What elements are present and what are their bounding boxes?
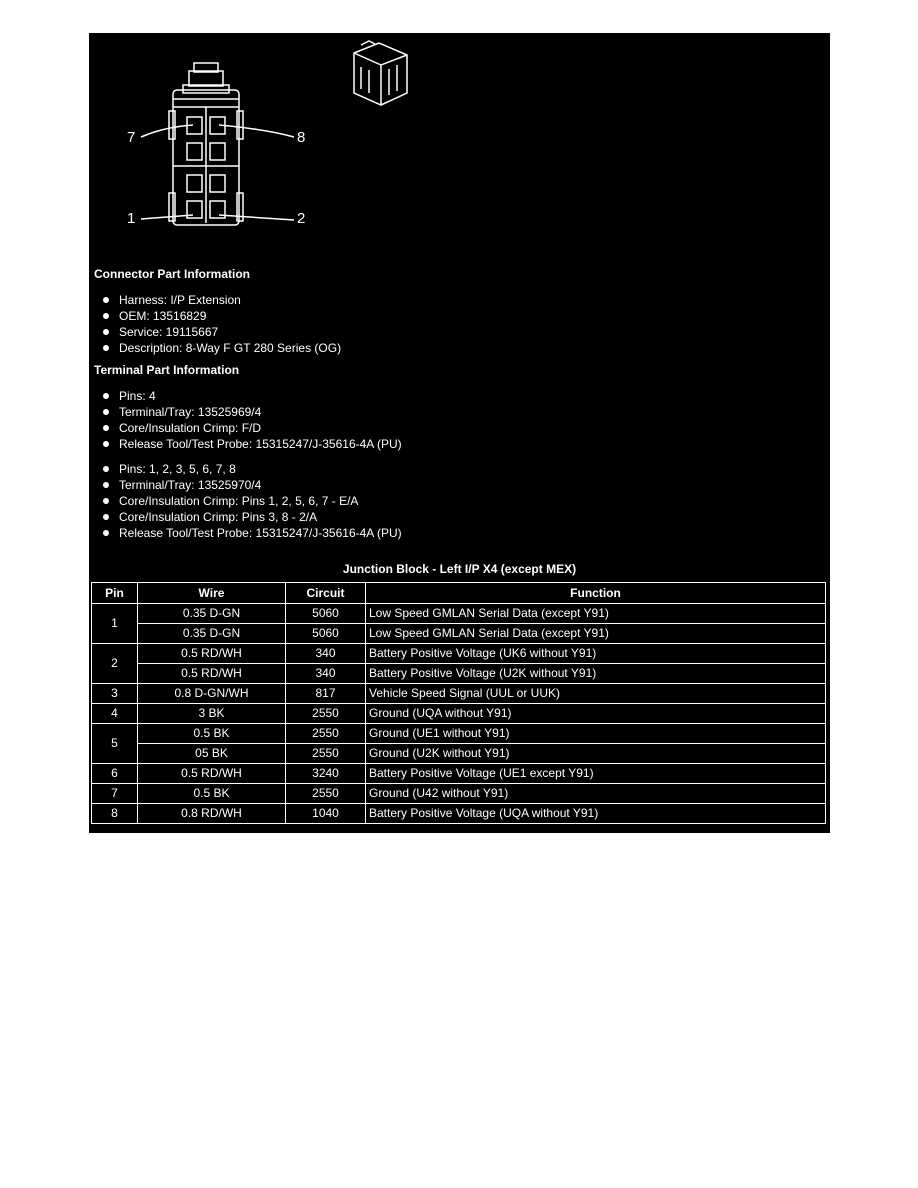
connector-heading: Connector Part Information <box>94 267 251 281</box>
list-item: OEM: 13516829 <box>89 308 341 324</box>
circuit-cell: 5060 <box>286 604 366 624</box>
table-row <box>92 804 826 824</box>
list-item: Core/Insulation Crimp: Pins 3, 8 - 2/A <box>89 509 402 525</box>
circuit-cell: 3240 <box>286 764 366 784</box>
connector-info-list <box>89 292 341 356</box>
list-item: Core/Insulation Crimp: F/D <box>89 420 402 436</box>
function-cell: Ground (U42 without Y91) <box>366 784 826 804</box>
function-cell: Battery Positive Voltage (U2K without Y91) <box>366 664 826 684</box>
function-cell: Vehicle Speed Signal (UUL or UUK) <box>366 684 826 704</box>
document-panel <box>89 33 830 833</box>
circuit-cell: 2550 <box>286 704 366 724</box>
circuit-cell: 1040 <box>286 804 366 824</box>
list-item: Pins: 1, 2, 3, 5, 6, 7, 8 <box>89 461 402 477</box>
pin-cell: 8 <box>92 804 138 824</box>
function-cell: Ground (UQA without Y91) <box>366 704 826 724</box>
function-cell: Battery Positive Voltage (UE1 except Y91) <box>366 764 826 784</box>
table-row <box>92 684 826 704</box>
wire-cell: 05 BK <box>138 744 286 764</box>
pin-cell: 2 <box>92 644 138 684</box>
circuit-cell: 817 <box>286 684 366 704</box>
function-cell: Low Speed GMLAN Serial Data (except Y91) <box>366 604 826 624</box>
list-item: Harness: I/P Extension <box>89 292 341 308</box>
pin-cell: 3 <box>92 684 138 704</box>
pin-label-8: 8 <box>297 129 306 146</box>
circuit-cell: 2550 <box>286 724 366 744</box>
wire-cell: 0.5 RD/WH <box>138 664 286 684</box>
table-row <box>92 664 826 684</box>
list-item: Terminal/Tray: 13525970/4 <box>89 477 402 493</box>
list-item: Core/Insulation Crimp: Pins 1, 2, 5, 6, 7 - E/A <box>89 493 402 509</box>
table-row <box>92 644 826 664</box>
pin-label-7: 7 <box>127 129 136 146</box>
list-item: Service: 19115667 <box>89 324 341 340</box>
wire-cell: 3 BK <box>138 704 286 724</box>
function-cell: Ground (UE1 without Y91) <box>366 724 826 744</box>
function-cell: Battery Positive Voltage (UK6 without Y91) <box>366 644 826 664</box>
header-circuit: Circuit <box>286 583 366 604</box>
list-item: Release Tool/Test Probe: 15315247/J-35616-4A (PU) <box>89 525 402 541</box>
wire-cell: 0.8 D-GN/WH <box>138 684 286 704</box>
connector-diagram <box>89 33 830 288</box>
pin-label-2: 2 <box>297 210 306 227</box>
list-item: Pins: 4 <box>89 388 402 404</box>
table-row <box>92 744 826 764</box>
terminal-heading: Terminal Part Information <box>94 363 240 377</box>
wire-cell: 0.35 D-GN <box>138 604 286 624</box>
connector-face-drawing <box>89 33 830 288</box>
table-row <box>92 604 826 624</box>
wire-cell: 0.5 BK <box>138 724 286 744</box>
wire-cell: 0.5 RD/WH <box>138 644 286 664</box>
circuit-cell: 2550 <box>286 744 366 764</box>
list-item: Terminal/Tray: 13525969/4 <box>89 404 402 420</box>
pin-cell: 1 <box>92 604 138 644</box>
table-row <box>92 784 826 804</box>
pin-label-1: 1 <box>127 210 136 227</box>
function-cell: Battery Positive Voltage (UQA without Y91) <box>366 804 826 824</box>
header-pin: Pin <box>92 583 138 604</box>
pin-cell: 7 <box>92 784 138 804</box>
table-header-row <box>92 583 826 604</box>
pin-cell: 4 <box>92 704 138 724</box>
pin-cell: 5 <box>92 724 138 764</box>
circuit-cell: 340 <box>286 664 366 684</box>
table-row <box>92 764 826 784</box>
circuit-cell: 5060 <box>286 624 366 644</box>
header-function: Function <box>366 583 826 604</box>
wire-cell: 0.5 BK <box>138 784 286 804</box>
list-item: Release Tool/Test Probe: 15315247/J-35616-4A (PU) <box>89 436 402 452</box>
function-cell: Ground (U2K without Y91) <box>366 744 826 764</box>
list-item: Description: 8-Way F GT 280 Series (OG) <box>89 340 341 356</box>
header-wire: Wire <box>138 583 286 604</box>
terminal-info-list-2 <box>89 461 402 541</box>
table-row <box>92 624 826 644</box>
terminal-info-list-1 <box>89 388 402 452</box>
circuit-cell: 340 <box>286 644 366 664</box>
wire-cell: 0.5 RD/WH <box>138 764 286 784</box>
wire-cell: 0.8 RD/WH <box>138 804 286 824</box>
function-cell: Low Speed GMLAN Serial Data (except Y91) <box>366 624 826 644</box>
table-row <box>92 704 826 724</box>
pin-cell: 6 <box>92 764 138 784</box>
circuit-cell: 2550 <box>286 784 366 804</box>
table-title: Junction Block - Left I/P X4 (except MEX) <box>342 562 577 576</box>
table-row <box>92 724 826 744</box>
pinout-table <box>91 582 826 824</box>
wire-cell: 0.35 D-GN <box>138 624 286 644</box>
